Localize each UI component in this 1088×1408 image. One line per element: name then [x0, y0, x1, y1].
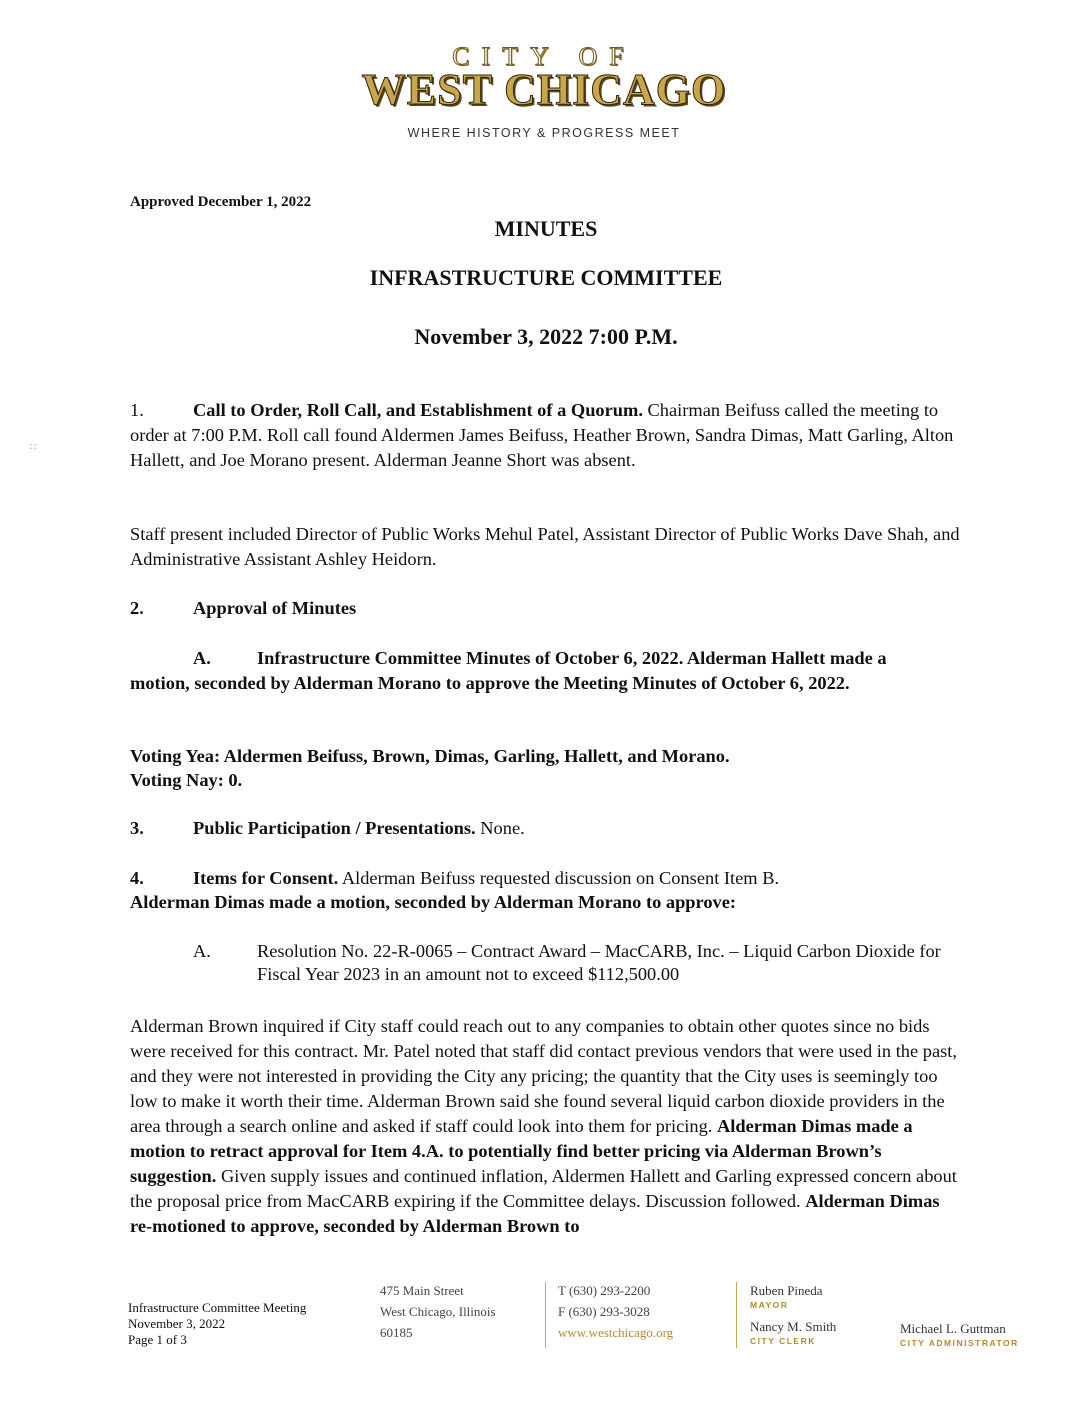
footer-divider [736, 1282, 737, 1348]
discussion-motion-retract: Alderman Dimas made a motion to retract approval for Item 4.A. to potentially find better pricing via Alderman Brown’s suggestion. [130, 1116, 913, 1186]
section-3 [130, 816, 970, 841]
footer-divider [545, 1282, 546, 1348]
footer-phone: T (630) 293-2200 [558, 1283, 651, 1298]
mayor-name: Ruben Pineda [750, 1283, 823, 1298]
footer-address-zip: 60185 [380, 1325, 413, 1340]
discussion-text-2: Given supply issues and continued inflation, Aldermen Hallett and Garling expressed concern about the proposal price from MacCARB expiring if the Committee delays. Discussion followed. [130, 1166, 957, 1211]
footer-contact [558, 1280, 673, 1343]
section-4-motion: Alderman Dimas made a motion, seconded by Alderman Morano to approve: [130, 892, 737, 912]
administrator-name: Michael L. Guttman [900, 1321, 1006, 1336]
section-3-number: 3. [130, 818, 144, 838]
section-4-heading: Items for Consent. [193, 868, 339, 888]
section-4-number: 4. [130, 868, 144, 888]
section-1 [130, 398, 970, 473]
footer-address-city: West Chicago, Illinois [380, 1304, 496, 1319]
section-2-item-letter: A. [193, 648, 211, 668]
footer-website-link[interactable]: www.westchicago.org [558, 1325, 674, 1340]
clerk-role: CITY CLERK [750, 1336, 816, 1346]
clerk-name: Nancy M. Smith [750, 1319, 837, 1334]
discussion-text-1: Alderman Brown inquired if City staff could reach out to any companies to obtain other quotes since no bids were received for this contract. Mr. Patel noted that staff did contact previous vendors that were used in the past, and they were not interested in providing the City any pricing; the quantity that the City uses is seemingly too low to make it worth their time. Alderman Brown said she found several liquid carbon dioxide providers in the area through a search online and asked if staff could look into them for pricing. [130, 1016, 957, 1136]
footer-address [380, 1280, 496, 1343]
section-4-item-letter: A. [193, 941, 211, 961]
section-2-number: 2. [130, 598, 144, 618]
margin-mark-icon: ∷ [30, 442, 37, 453]
section-1-number: 1. [130, 400, 144, 420]
logo-tagline: WHERE HISTORY & PROGRESS MEET [407, 126, 681, 140]
administrator-role: CITY ADMINISTRATOR [900, 1338, 1019, 1348]
title-committee: INFRASTRUCTURE COMMITTEE [369, 265, 723, 290]
footer-meeting-info [128, 1300, 306, 1348]
footer-meeting: Infrastructure Committee Meeting [128, 1300, 307, 1315]
footer-mayor [750, 1284, 823, 1312]
logo-west-chicago: WEST CHICAGO [361, 65, 727, 114]
footer-clerk [750, 1320, 836, 1348]
section-4-text: Alderman Beifuss requested discussion on Consent Item B. [338, 868, 780, 888]
section-2-heading-line [130, 596, 970, 621]
voting-nay: Voting Nay: 0. [130, 770, 243, 790]
mayor-role: MAYOR [750, 1300, 789, 1310]
voting-yea: Voting Yea: Aldermen Beifuss, Brown, Dimas, Garling, Hallett, and Morano. [130, 746, 730, 766]
footer-administrator [900, 1322, 1019, 1350]
section-3-heading: Public Participation / Presentations. [193, 818, 476, 838]
discussion-motion-approve: Alderman Dimas re-motioned to approve, seconded by Alderman Brown to [130, 1191, 940, 1236]
footer-page: Page 1 of 3 [128, 1332, 187, 1347]
section-2-item-text: Infrastructure Committee Minutes of October 6, 2022. Alderman Hallett made a motion, seconded by Alderman Morano to approve the Meeting Minutes of October 6, 2022. [130, 648, 887, 693]
section-4-item-a [193, 940, 973, 990]
discussion-paragraph [130, 1014, 965, 1239]
approved-date: Approved December 1, 2022 [130, 194, 312, 210]
title-date-time: November 3, 2022 7:00 P.M. [414, 324, 678, 349]
section-2-heading: Approval of Minutes [193, 598, 357, 618]
footer-fax: F (630) 293-3028 [558, 1304, 650, 1319]
section-4-item-text: Resolution No. 22-R-0065 – Contract Award – MacCARB, Inc. – Liquid Carbon Dioxide for Fiscal Year 2023 in an amount not to exceed $112,500.00 [257, 941, 941, 984]
section-1-text: Chairman Beifuss called the meeting to order at 7:00 P.M. Roll call found Aldermen James Beifuss, Heather Brown, Sandra Dimas, Matt Garling, Alton Hallett, and Joe Morano present. Alderman Jeanne Short was absent. [130, 400, 954, 470]
staff-paragraph: Staff present included Director of Public Works Mehul Patel, Assistant Director of Public Works Dave Shah, and Administrative Assistant Ashley Heidorn. [130, 524, 960, 569]
section-3-text: None. [475, 818, 525, 838]
section-1-heading: Call to Order, Roll Call, and Establishment of a Quorum. [193, 400, 643, 420]
logo-city-of: CITY OF [452, 42, 636, 71]
title-minutes: MINUTES [494, 216, 598, 241]
section-2-item-a [130, 646, 930, 696]
footer-date: November 3, 2022 [128, 1316, 226, 1331]
footer-address-street: 475 Main Street [380, 1283, 464, 1298]
section-4 [130, 866, 970, 891]
